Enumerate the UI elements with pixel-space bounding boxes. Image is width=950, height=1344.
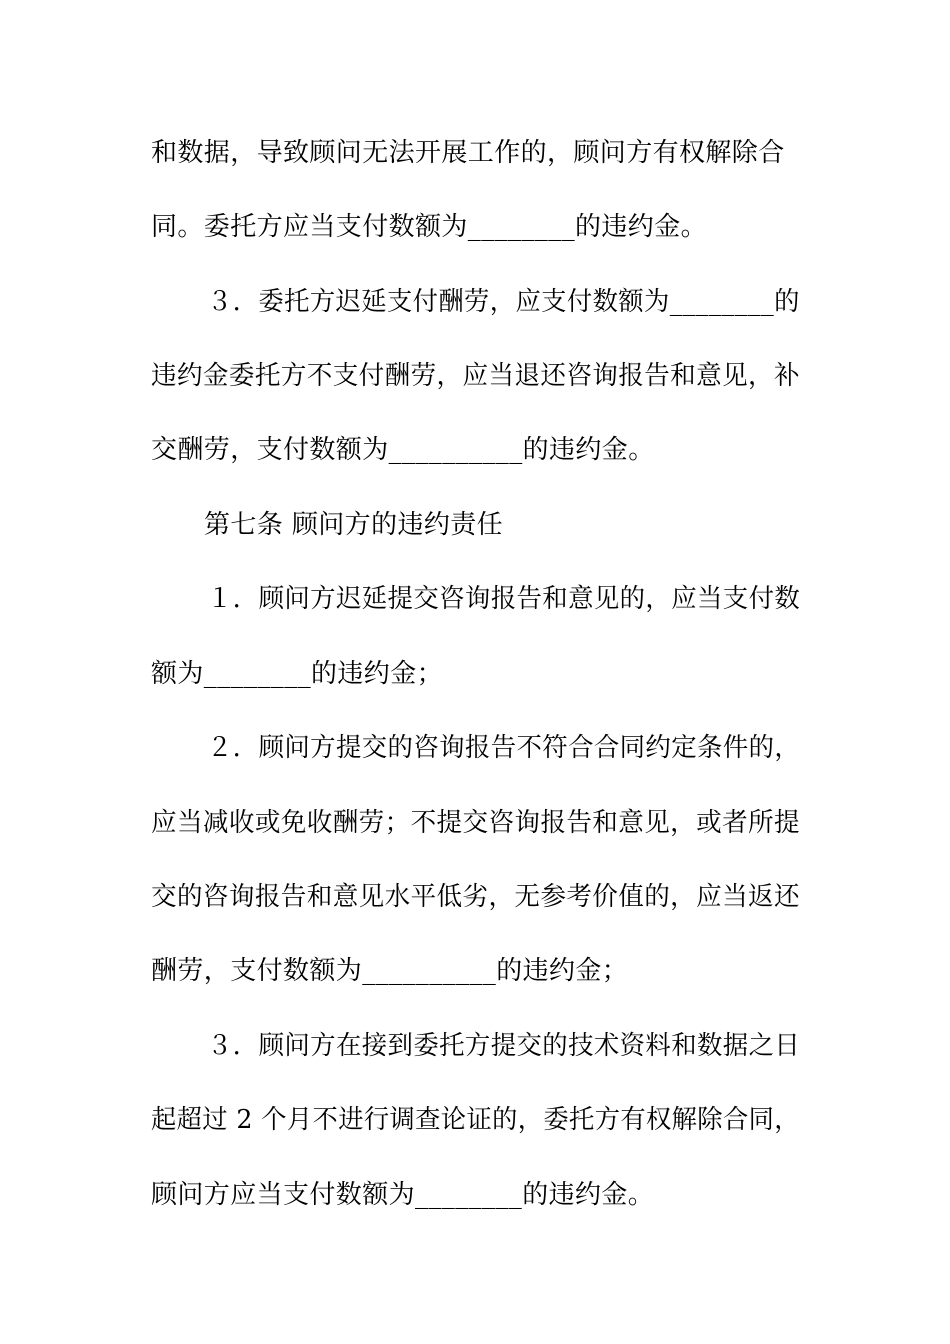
text-line: 同。委托方应当支付数额为________的违约金。 bbox=[151, 212, 708, 242]
text-line: 交的咨询报告和意见水平低劣，无参考价值的，应当返还 bbox=[151, 882, 800, 912]
text-line: 和数据，导致顾问无法开展工作的，顾问方有权解除合 bbox=[151, 138, 785, 168]
clause-3-paragraph: ３．委托方迟延支付酬劳，应支付数额为________的 bbox=[207, 287, 800, 317]
text-line: 酬劳，支付数额为__________的违约金； bbox=[151, 956, 629, 986]
clause-2-paragraph: ２．顾问方提交的咨询报告不符合合同约定条件的， bbox=[207, 733, 801, 763]
text-line: 违约金委托方不支付酬劳，应当退还咨询报告和意见，补 bbox=[151, 361, 800, 391]
text-line: 起超过 2 个月不进行调查论证的，委托方有权解除合同， bbox=[151, 1105, 800, 1135]
clause-1-paragraph: １．顾问方迟延提交咨询报告和意见的，应当支付数 bbox=[207, 584, 801, 614]
text-line: 交酬劳，支付数额为__________的违约金。 bbox=[151, 435, 655, 465]
article-heading: 第七条 顾问方的违约责任 bbox=[204, 510, 504, 540]
text-line: 顾问方应当支付数额为________的违约金。 bbox=[151, 1180, 655, 1210]
text-line: 额为________的违约金； bbox=[151, 659, 444, 689]
text-line: 应当减收或免收酬劳；不提交咨询报告和意见，或者所提 bbox=[151, 808, 800, 838]
clause-3-paragraph: ３．顾问方在接到委托方提交的技术资料和数据之日 bbox=[207, 1031, 801, 1061]
